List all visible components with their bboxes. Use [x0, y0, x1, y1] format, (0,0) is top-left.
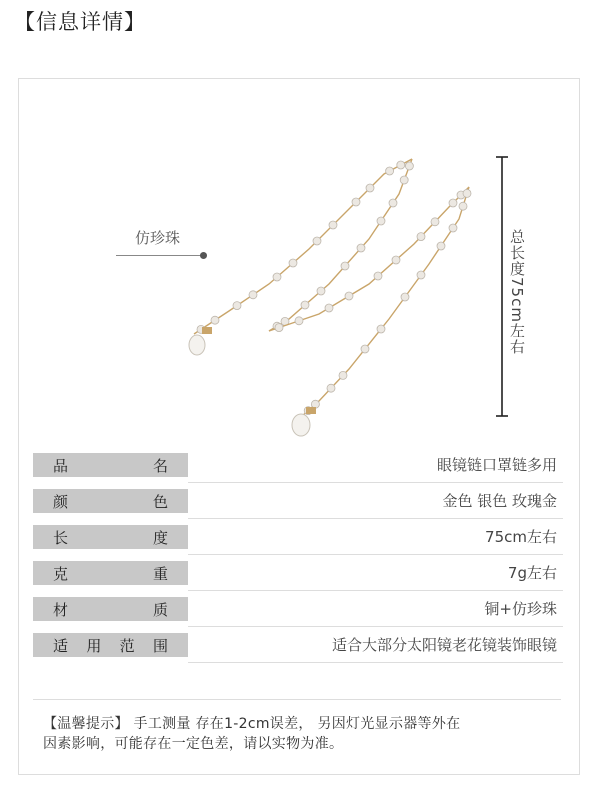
pearl-bead — [366, 184, 374, 192]
spec-label — [33, 597, 188, 621]
spec-row-color — [33, 486, 563, 522]
pearl-bead — [273, 273, 281, 281]
spec-row-length — [33, 522, 563, 558]
pearl-bead — [417, 233, 425, 241]
pearl-bead — [301, 301, 309, 309]
spec-value: 金色 银色 玫瑰金 — [442, 492, 557, 510]
pearl-bead — [405, 162, 413, 170]
chain-strand — [269, 159, 412, 331]
pearl-bead — [345, 292, 353, 300]
spec-label-char: 长 — [53, 528, 69, 547]
pearl-bead — [397, 161, 405, 169]
pearl-bead — [437, 242, 445, 250]
spec-label-char: 适 — [53, 636, 69, 655]
pearl-bead — [317, 287, 325, 295]
row-divider — [188, 482, 563, 483]
spec-value: 眼镜链口罩链多用 — [436, 456, 557, 474]
spec-label-char: 重 — [152, 564, 168, 583]
pearl-callout-label: 仿珍珠 — [135, 229, 181, 247]
product-photo — [19, 79, 581, 439]
pearl-bead — [289, 259, 297, 267]
note-divider — [33, 699, 561, 700]
row-divider — [188, 590, 563, 591]
row-divider — [188, 518, 563, 519]
pearl-bead — [313, 237, 321, 245]
row-divider — [188, 626, 563, 627]
pearl-bead — [295, 317, 303, 325]
end-loop — [189, 335, 205, 355]
pearl-bead — [352, 198, 360, 206]
pearl-bead — [361, 345, 369, 353]
pearl-bead — [327, 384, 335, 392]
end-clasp — [202, 327, 212, 334]
row-divider — [188, 554, 563, 555]
spec-value: 75cm左右 — [485, 528, 557, 546]
pearl-bead — [329, 221, 337, 229]
pearl-bead — [377, 325, 385, 333]
end-loop — [292, 414, 310, 436]
spec-label-char: 克 — [53, 564, 69, 583]
callout-dot — [200, 252, 207, 259]
spec-label-char: 范 — [119, 636, 135, 655]
row-divider — [188, 662, 563, 663]
chain-illustration — [19, 79, 581, 439]
warm-tip-line: 【温馨提示】 手工测量 存在1-2cm误差， 另因灯光显示器等外在 — [43, 716, 461, 732]
warm-tip — [43, 714, 567, 754]
pearl-bead — [463, 189, 471, 197]
spec-row-material — [33, 594, 563, 630]
spec-row-weight — [33, 558, 563, 594]
pearl-bead — [249, 291, 257, 299]
pearl-bead — [233, 302, 241, 310]
pearl-bead — [389, 199, 397, 207]
end-clasp — [306, 407, 316, 414]
spec-label — [33, 561, 188, 585]
spec-label — [33, 525, 188, 549]
pearl-bead — [386, 167, 394, 175]
spec-label — [33, 489, 188, 513]
spec-label-char: 颜 — [53, 492, 69, 511]
pearl-bead — [341, 262, 349, 270]
spec-table — [33, 450, 563, 666]
warm-tip-line: 因素影响，可能存在一定色差，请以实物为准。 — [43, 736, 344, 752]
pearl-bead — [275, 324, 283, 332]
callout-line — [116, 255, 204, 256]
spec-label-char: 用 — [86, 636, 102, 655]
spec-label-char: 围 — [152, 636, 168, 655]
spec-label-char: 名 — [152, 456, 168, 475]
pearl-bead — [431, 218, 439, 226]
pearl-bead — [400, 176, 408, 184]
pearl-bead — [339, 371, 347, 379]
spec-label — [33, 633, 188, 657]
spec-label-char: 材 — [53, 600, 69, 619]
spec-label-char: 质 — [152, 600, 168, 619]
pearl-bead — [211, 316, 219, 324]
pearl-bead — [417, 271, 425, 279]
pearl-bead — [357, 244, 365, 252]
pearl-bead — [374, 272, 382, 280]
spec-row-name — [33, 450, 563, 486]
pearl-bead — [449, 224, 457, 232]
pearl-bead — [401, 293, 409, 301]
spec-value: 铜+仿珍珠 — [484, 600, 557, 618]
page-title: 【信息详情】 — [14, 10, 146, 34]
spec-value: 7g左右 — [507, 564, 557, 582]
pearl-bead — [377, 217, 385, 225]
spec-row-usage — [33, 630, 563, 666]
spec-label-char: 度 — [152, 528, 168, 547]
pearl-bead — [459, 202, 467, 210]
spec-label — [33, 453, 188, 477]
detail-panel — [18, 78, 580, 775]
spec-value: 适合大部分太阳镜老花镜装饰眼镜 — [331, 636, 557, 654]
total-length-label: 总长度75cm左右 — [508, 229, 526, 355]
pearl-bead — [449, 199, 457, 207]
spec-label-char: 色 — [152, 492, 168, 511]
pearl-bead — [325, 304, 333, 312]
pearl-bead — [392, 256, 400, 264]
spec-label-char: 品 — [53, 456, 69, 475]
